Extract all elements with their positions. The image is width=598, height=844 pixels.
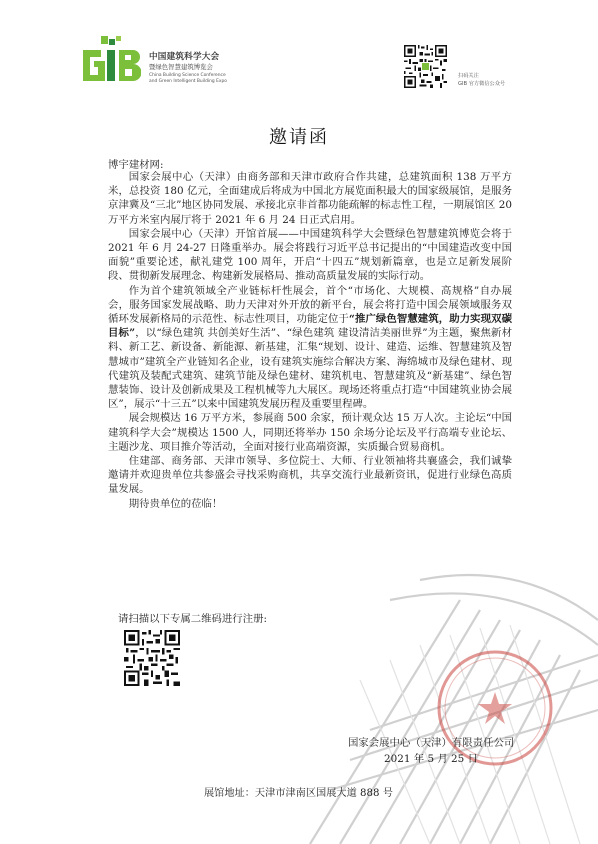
paragraph-4: 展会规模达 16 万平方米，参展商 500 余家，预计观众达 15 万人次。主论坛“中国建筑科学大会”规模达 1500 人，同期还将举办 150 余场分论坛及平行高端专业论坛、主题沙龙、项目推介等活动，全面对接行业高端资源，实质撮合贸易商机。 bbox=[108, 412, 512, 453]
logo-title-en-line1: China Building Science Conference bbox=[149, 73, 226, 78]
signature-company: 国家会展中心（天津）有限责任公司 bbox=[348, 737, 515, 749]
signature-date: 2021 年 5 月 25 日 bbox=[384, 753, 478, 765]
logo-title-en-line2: and Green Intelligent Building Expo bbox=[149, 79, 227, 84]
qr-caption-line2: GIB 官方微信公众号 bbox=[458, 81, 506, 87]
paragraph-1: 国家会展中心（天津）由商务部和天津市政府合作共建，总建筑面积 138 万平方米，总投资 180 亿元，全面建成后将成为中国北方展览面积最大的国家级展馆，是服务京津冀及“三北”地区协同发展、承接北京非首都功能疏解的标志性工程，一期展馆区 20 万平方米室内展厅将于 2021 年 6 月 24 日正式启用。 bbox=[108, 171, 512, 226]
paragraph-3-part1: 作为首个建筑领域全产业链标杆性展会，首个“市场化、大规模、高规格”自办展会，服务国家发展战略、助力天津对外开放的新平台，展会将打造中国会展领域服务双循环发展新格局的示范性、标志性项目，功能定位于 bbox=[108, 284, 512, 326]
wechat-qr-code[interactable] bbox=[404, 45, 447, 88]
registration-qr-code[interactable] bbox=[124, 630, 180, 686]
salutation: 博宇建材网: bbox=[108, 159, 164, 171]
paragraph-3-highlight: “推广绿色智慧建筑，助力实现双碳目标” bbox=[108, 313, 512, 340]
venue-address: 展馆地址：天津市津南区国展大道 888 号 bbox=[204, 788, 393, 799]
paragraph-3-part2: ，以“绿色建筑 共创美好生活”、“绿色建筑 建设清洁美丽世界”为主题，聚焦新材料、新工艺、新设备、新能源、新基建，汇集“规划、设计、建造、运维、智慧建筑及智慧城市”建筑全产业链知名企业，设有建筑实施综合解决方案、海绵城市及绿色建材、现代建筑及装配式建筑、建筑节能及绿色建材、建筑机电、智慧建筑及“新基建”、绿色智慧装饰、设计及创新成果及工程机械等九大展区。现场还将重点打造“中国建筑业协会展区”，展示“十三五”以来中国建筑发展历程及重要里程碑。 bbox=[108, 327, 512, 411]
gib-logo bbox=[79, 36, 141, 88]
scan-prompt: 请扫描以下专属二维码进行注册: bbox=[118, 613, 267, 625]
logo-title-cn: 中国建筑科学大会 bbox=[149, 52, 220, 62]
paragraph-5: 住建部、商务部、天津市领导、多位院士、大师、行业领袖将共襄盛会，我们诚挚邀请并欢迎贵单位共参盛会寻找采购商机，共享交流行业最新资讯，促进行业绿色高质量发展。 bbox=[108, 455, 512, 496]
letter-title: 邀请函 bbox=[269, 127, 329, 148]
paragraph-2: 国家会展中心（天津）开馆首展——中国建筑科学大会暨绿色智慧建筑博览会将于 2021 年 6 月 24-27 日隆重举办。展会将践行习近平总书记提出的“中国建造改变中国面貌”重要论述，献礼建党 100 周年，开启“十四五”规划新篇章，也是立足新发展阶段、贯彻新发展理念、构建新发展格局、推动高质量发展的实际行动。 bbox=[108, 227, 512, 283]
qr-caption-line1: 扫码关注 bbox=[458, 73, 479, 79]
paragraph-6: 期待贵单位的莅临！ bbox=[128, 497, 223, 510]
paragraph-3 bbox=[108, 284, 512, 412]
logo-subtitle-cn: 暨绿色智慧建筑博览会 bbox=[149, 63, 213, 71]
letter-body bbox=[108, 170, 512, 511]
